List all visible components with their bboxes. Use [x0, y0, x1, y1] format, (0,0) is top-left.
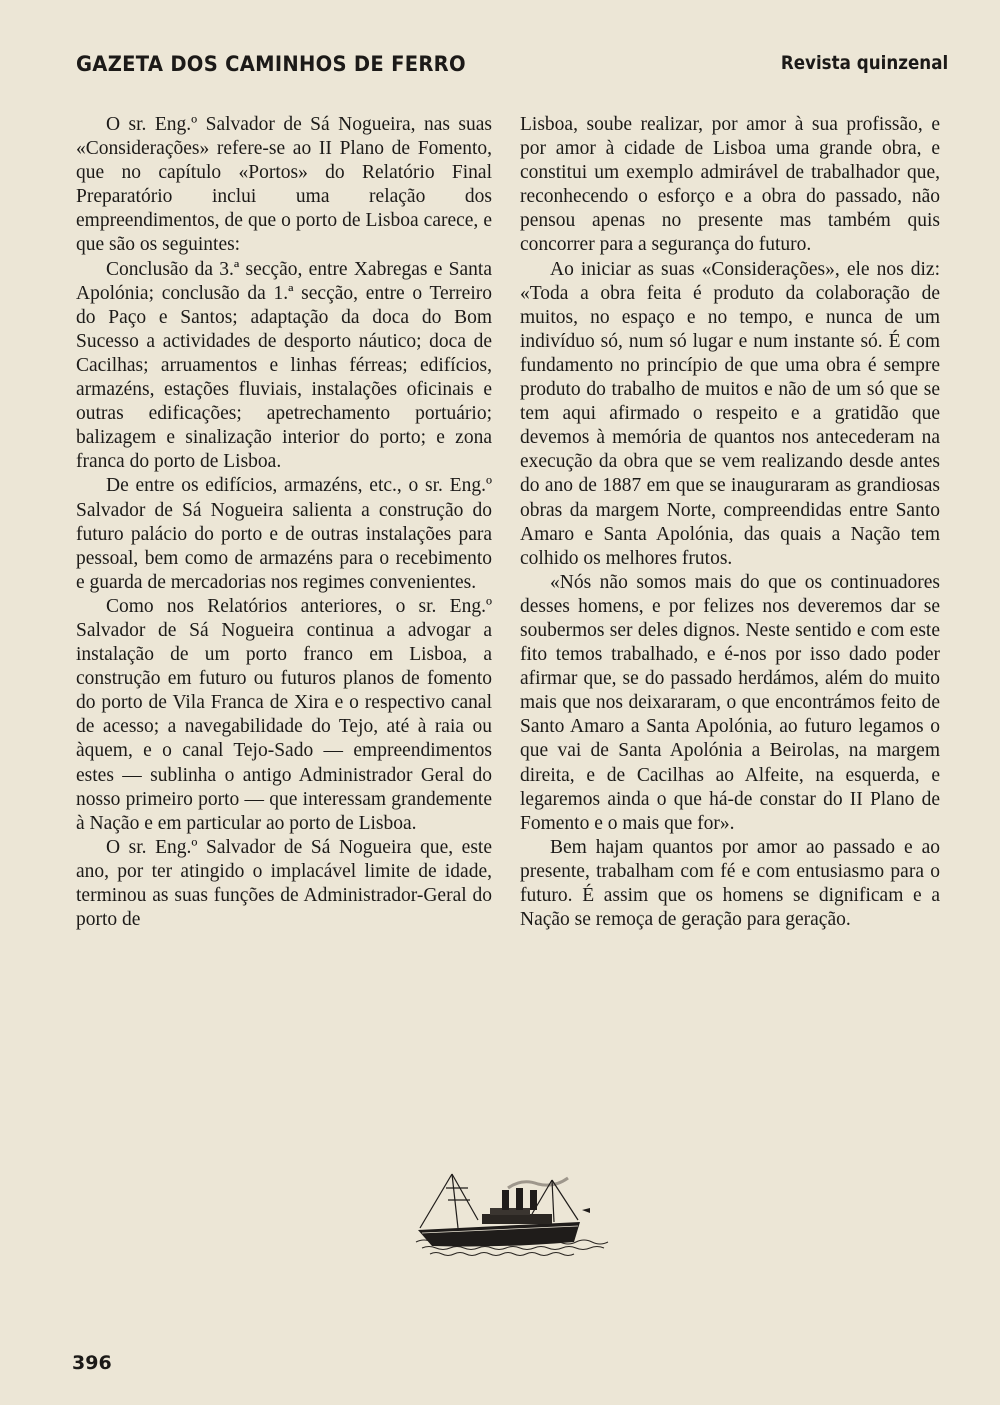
magazine-subtitle: Revista quinzenal — [780, 52, 948, 74]
steamship-illustration — [412, 1170, 612, 1260]
paragraph: Ao iniciar as suas «Considerações», ele nos diz: «Toda a obra feita é produto da colaboração de muitos, no espaço e no tempo, e nunca de um indivíduo só, num só lugar e num instante só. É com fundamento no princípio de que uma obra é sempre produto do trabalho de muitos e não de um só que se tem aqui afirmado o respeito e a gratidão que devemos à memória de quantos nos antecederam na execução da obra que se vem realizando desde antes do ano de 1887 em que se inauguraram as grandiosas obras da margem Norte, compreendidas entre Santo Amaro e Santa Apolónia, das quais a Nação tem colhido os melhores frutos. — [520, 258, 940, 569]
paragraph: Conclusão da 3.ª secção, entre Xabregas e Santa Apolónia; conclusão da 1.ª secção, entre o Terreiro do Paço e Santos; adaptação da doca do Bom Sucesso a actividades de desporto náutico; doca de Cacilhas; arruamentos e linhas férreas; edifícios, armazéns, estações fluviais, instalações oficinais e outras edificações; apetrechamento portuário; balizagem e sinalização interior do porto; e zona franca do porto de Lisboa. — [76, 258, 492, 473]
paragraph: O sr. Eng.º Salvador de Sá Nogueira, nas suas «Considerações» refere-se ao II Plano de Fomento, que no capítulo «Portos» do Relatório Final Preparatório inclui uma relação dos empreendimentos, de que o porto de Lisboa carece, e que são os seguintes: — [76, 114, 492, 256]
page-number: 396 — [72, 1352, 112, 1374]
left-column — [76, 113, 492, 932]
paragraph-continuation: Lisboa, soube realizar, por amor à sua profissão, e por amor à cidade de Lisboa uma grande obra, e constitui um exemplo admirável de trabalhador que, reconhecendo o esforço e a obra do passado, não pensou apenas no presente mas também quis concorrer para a segurança do futuro. — [520, 114, 940, 256]
page-header — [76, 52, 948, 82]
magazine-title: GAZETA DOS CAMINHOS DE FERRO — [76, 52, 466, 76]
paragraph: Como nos Relatórios anteriores, o sr. Eng.º Salvador de Sá Nogueira continua a advogar a instalação de um porto franco em Lisboa, a construção em futuro ou futuros planos de fomento do porto de Vila Franca de Xira e o respectivo canal de acesso; a navegabilidade do Tejo, até à raia ou àquem, e o canal Tejo-Sado — empreendimentos estes — sublinha o antigo Administrador Geral do nosso primeiro porto — que interessam grandemente à Nação e em particular ao porto de Lisboa. — [76, 595, 492, 834]
paragraph: Bem hajam quantos por amor ao passado e ao presente, trabalham com fé e com entusiasmo para o futuro. É assim que os homens se dignificam e a Nação se remoça de geração para geração. — [520, 836, 940, 931]
paragraph: O sr. Eng.º Salvador de Sá Nogueira que, este ano, por ter atingido o implacável limite de idade, terminou as suas funções de Administrador-Geral do porto de — [76, 836, 492, 931]
right-column — [520, 113, 940, 932]
paragraph: «Nós não somos mais do que os continuadores desses homens, e por felizes nos deveremos dar se soubermos ser deles dignos. Neste sentido e com este fito temos trabalhado, e é-nos por isso dado poder afirmar que, se do passado herdámos, além do muito mais que nos deixararam, o que encontrámos feito de Santo Amaro a Santa Apolónia, ao futuro legamos o que vai de Santa Apolónia a Beirolas, na margem direita, e de Cacilhas ao Alfeite, na esquerda, e legaremos ainda o que há-de constar do II Plano de Fomento e o mais que for». — [520, 571, 940, 834]
paragraph: De entre os edifícios, armazéns, etc., o sr. Eng.º Salvador de Sá Nogueira salienta a construção do futuro palácio do porto e de outras instalações para pessoal, bem como de armazéns para o recebimento e guarda de mercadorias nos regimes convenientes. — [76, 475, 492, 593]
